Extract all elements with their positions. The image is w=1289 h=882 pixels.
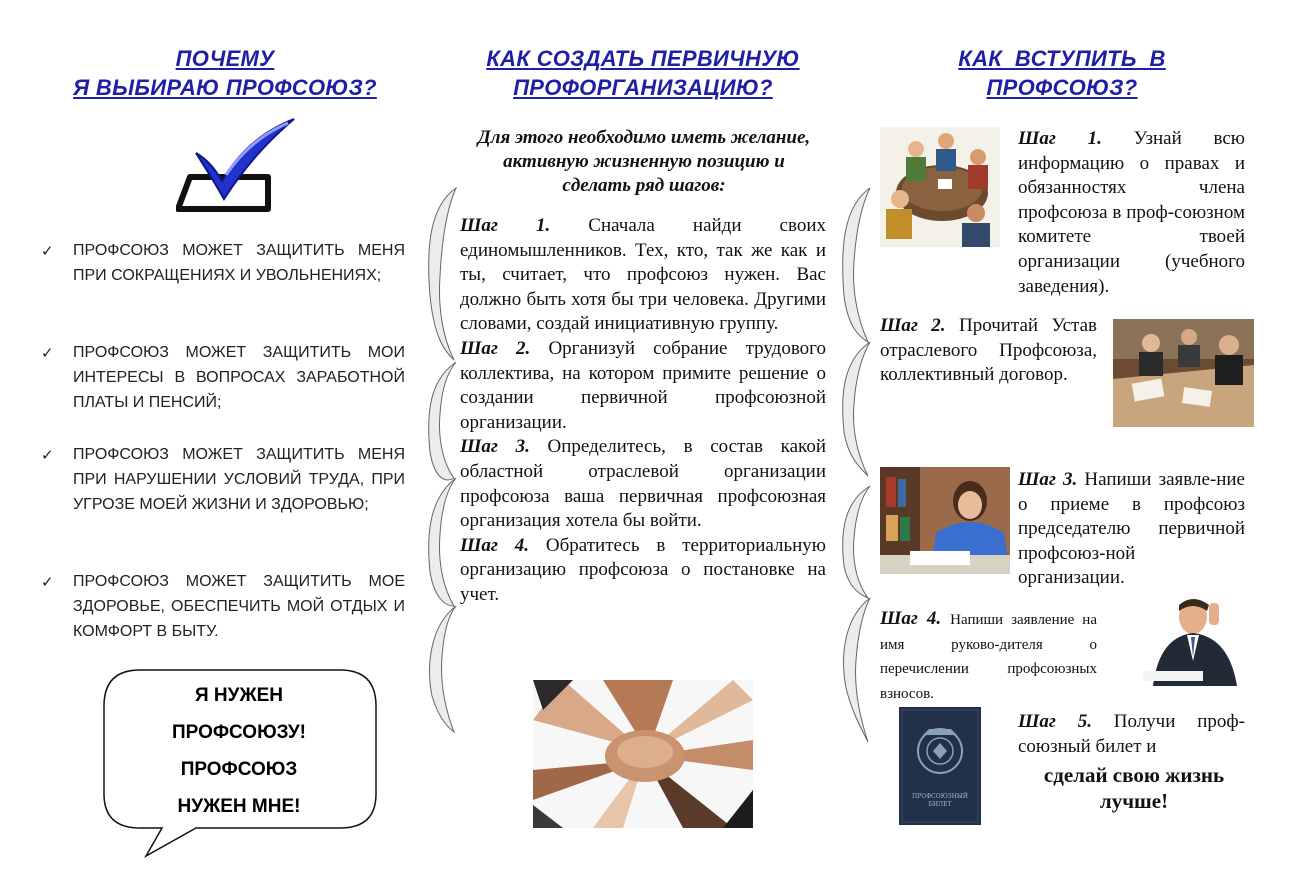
step-text: Организуй собрание трудового коллектива, на котором примите решение о создании первичной профсоюзной организации. xyxy=(460,337,826,433)
col2-step-3 xyxy=(460,435,826,533)
teamwork-hands-photo xyxy=(533,680,753,828)
step-label: Шаг 3. xyxy=(460,436,530,458)
bullet-text: ПРОФСОЮЗ МОЖЕТ ЗАЩИТИТЬ МЕНЯ ПРИ НАРУШЕНИИ УСЛОВИЙ ТРУДА, ПРИ УГРОЗЕ МОЕЙ ЖИЗНИ И ЗДОРОВЬЮ; xyxy=(73,446,405,513)
col1-bullet-1 xyxy=(41,238,405,288)
col2-title-line1: КАК СОЗДАТЬ ПЕРВИЧНУЮ xyxy=(486,46,800,71)
step-text: Напиши заявление на имя руково-дителя о перечислении профсоюзных взносов. xyxy=(880,612,1097,702)
check-icon: ✓ xyxy=(41,447,54,464)
bubble-text xyxy=(104,677,374,825)
col1-bullet-2 xyxy=(41,340,405,415)
office-meeting-photo xyxy=(1113,319,1254,427)
col3-step-1 xyxy=(1018,127,1245,299)
check-icon: ✓ xyxy=(41,345,54,362)
col3-title-line2: ПРОФСОЮЗ? xyxy=(986,75,1138,100)
col3-step-4 xyxy=(880,607,1097,705)
step-label: Шаг 2. xyxy=(880,315,946,336)
step-text: Обратитесь в территориальную организацию профсоюза о постановке на учет. xyxy=(460,534,826,605)
check-icon: ✓ xyxy=(41,574,54,591)
col3-title xyxy=(900,44,1224,102)
scroll-bracket-decoration xyxy=(838,186,874,746)
bubble-line: НУЖЕН МНЕ! xyxy=(177,796,301,817)
step-text: Сначала найди своих единомышленников. Тех, кто, так же как и ты, считает, что профсоюз нужен. Вас должно быть хотя бы три человека. Другими словами, создай инициативную группу. xyxy=(460,215,826,335)
girl-writing-photo xyxy=(880,467,1010,574)
meeting-clipart-image xyxy=(880,127,1000,247)
checkmark-ballot-icon xyxy=(176,115,300,215)
col2-steps xyxy=(460,214,826,608)
bullet-text: ПРОФСОЮЗ МОЖЕТ ЗАЩИТИТЬ МОИ ИНТЕРЕСЫ В ВОПРОСАХ ЗАРАБОТНОЙ ПЛАТЫ И ПЕНСИЙ; xyxy=(73,344,405,411)
bubble-line: ПРОФСОЮЗУ! xyxy=(171,722,307,743)
col2-step-2 xyxy=(460,337,826,435)
col2-step-1 xyxy=(460,214,826,337)
step-label: Шаг 1. xyxy=(460,215,551,236)
col2-title-line2: ПРОФОРГАНИЗАЦИЮ? xyxy=(513,75,773,100)
step-label: Шаг 3. xyxy=(1018,469,1078,490)
step-label: Шаг 2. xyxy=(460,337,531,359)
col1-title xyxy=(40,44,410,102)
step-text: Узнай всю информацию о правах и обязанностях члена профсоюза в проф-союзном комитете твоей организации (учебного заведения). xyxy=(1018,128,1245,297)
bullet-text: ПРОФСОЮЗ МОЖЕТ ЗАЩИТИТЬ МЕНЯ ПРИ СОКРАЩЕНИЯХ И УВОЛЬНЕНИЯХ; xyxy=(73,242,405,284)
card-title: ПРОФСОЮЗНЫЙ БИЛЕТ xyxy=(912,793,968,808)
col3-step-5 xyxy=(1018,710,1245,759)
col3-step-3 xyxy=(1018,468,1245,591)
col1-bullet-4 xyxy=(41,569,405,644)
col3-title-line1: КАК ВСТУПИТЬ В xyxy=(958,46,1166,71)
membership-card-image xyxy=(899,707,981,825)
bubble-line: Я НУЖЕН xyxy=(194,685,284,706)
scroll-bracket-decoration xyxy=(424,186,460,736)
step-text: Определитесь, в состав какой областной отраслевой организации профсоюза ваша первичная профсоюзная организация хотела бы войти. xyxy=(460,436,826,532)
step-label: Шаг 4. xyxy=(460,534,530,556)
step-label: Шаг 1. xyxy=(1018,128,1102,149)
col1-bullet-3 xyxy=(41,442,405,517)
closing-slogan: сделай свою жизнь лучше! xyxy=(1043,763,1225,813)
check-icon: ✓ xyxy=(41,243,54,260)
step-label: Шаг 4. xyxy=(880,608,942,629)
col2-step-4 xyxy=(460,534,826,608)
col2-title xyxy=(445,44,841,102)
bullet-text: ПРОФСОЮЗ МОЖЕТ ЗАЩИТИТЬ МОЕ ЗДОРОВЬЕ, ОБЕСПЕЧИТЬ МОЙ ОТДЫХ И КОМФОРТ В БЫТУ. xyxy=(73,573,405,640)
step-label: Шаг 5. xyxy=(1018,711,1092,732)
col3-step-2 xyxy=(880,314,1097,388)
step-text: Напиши заявле-ние о приеме в профсоюз председателю первичной профсоюз-ной организации. xyxy=(1018,469,1245,589)
businessman-phone-photo xyxy=(1113,591,1252,686)
col1-title-line1: ПОЧЕМУ xyxy=(175,46,275,71)
step-text: Получи проф-союзный билет и xyxy=(1018,711,1245,757)
col2-intro: Для этого необходимо иметь желание, активную жизненную позицию и сделать ряд шагов: xyxy=(477,127,811,196)
step-text: Прочитай Устав отраслевого Профсоюза, коллективный договор. xyxy=(880,315,1097,386)
col1-title-line2: Я ВЫБИРАЮ ПРОФСОЮЗ? xyxy=(73,75,377,100)
bubble-line: ПРОФСОЮЗ xyxy=(180,759,298,780)
